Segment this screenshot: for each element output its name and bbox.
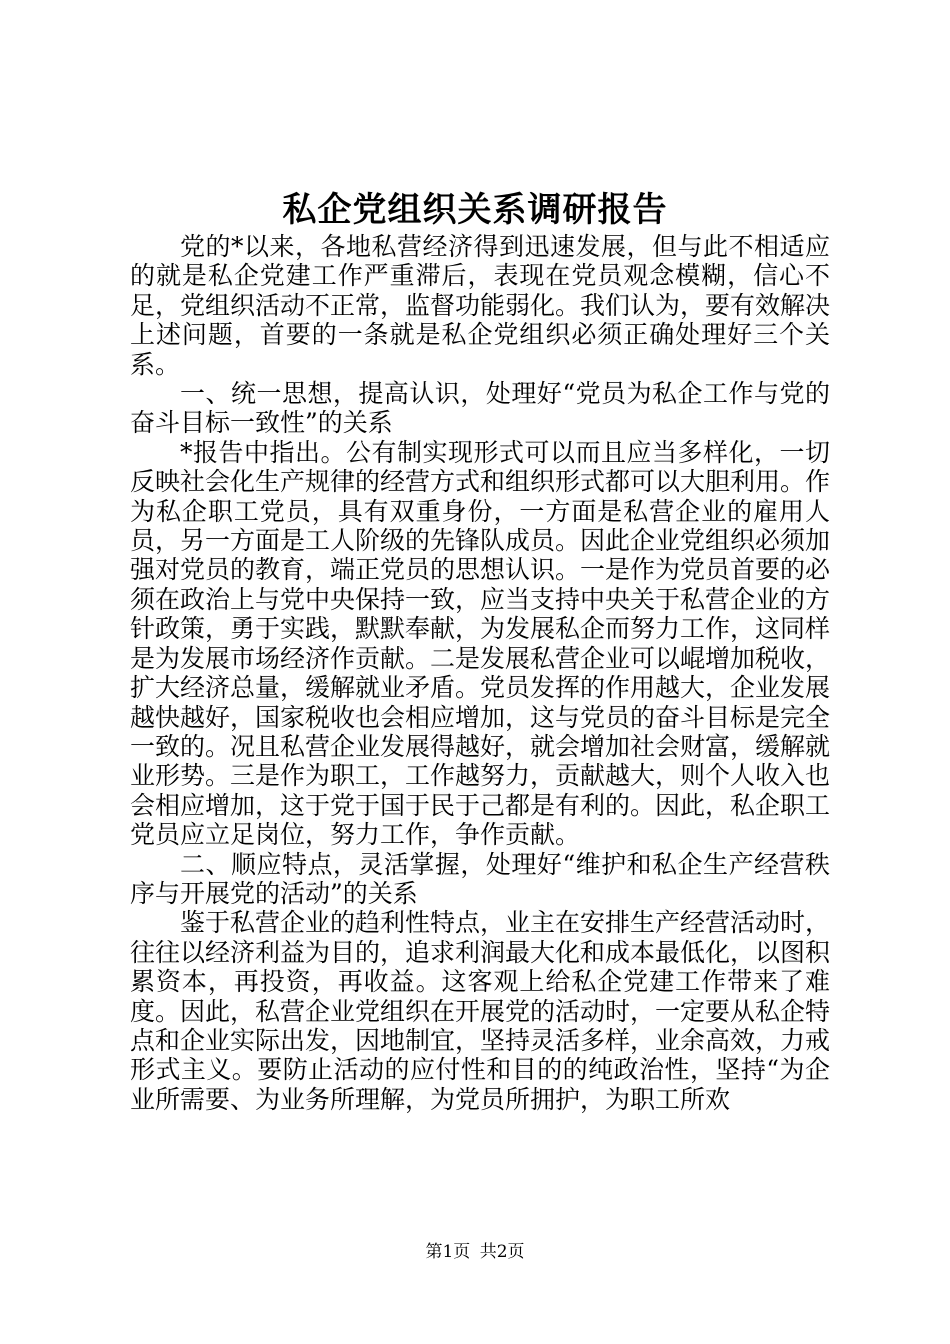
section-heading-2: 二、顺应特点，灵活掌握，处理好“维护和私企生产经营秩序与开展党的活动”的关系 <box>130 849 830 908</box>
paragraph-intro: 党的*以来，各地私营经济得到迅速发展，但与此不相适应的就是私企党建工作严重滞后，表现在党员观念模糊，信心不足，党组织活动不正常，监督功能弱化。我们认为，要有效解决上述问题，首要的一条就是私企党组织必须正确处理好三个关系。 <box>130 232 831 379</box>
paragraph-section-2: 鉴于私营企业的趋利性特点，业主在安排生产经营活动时，往往以经济利益为目的，追求利润最大化和成本最低化，以图积累资本，再投资，再收益。这客观上给私企党建工作带来了难度。因此，私营企业党组织在开展党的活动时，一定要从私企特点和企业实际出发，因地制宜，坚持灵活多样，业余高效，力戒形式主义。要防止活动的应付性和目的的纯政治性，坚持“为企业所需要、为业务所理解，为党员所拥护，为职工所欢 <box>130 908 831 1114</box>
page-total: 共2页 <box>479 1242 525 1262</box>
page-footer <box>0 1240 950 1264</box>
section-heading-1: 一、统一思想，提高认识，处理好“党员为私企工作与党的奋斗目标一致性”的关系 <box>130 379 830 438</box>
paragraph-section-1: *报告中指出。公有制实现形式可以而且应当多样化，一切反映社会化生产规律的经营方式和组织形式都可以大胆利用。作为私企职工党员，具有双重身份，一方面是私营企业的雇用人员，另一方面是工人阶级的先锋队成员。因此企业党组织必须加强对党员的教育，端正党员的思想认识。一是作为党员首要的必须在政治上与党中央保持一致，应当支持中央关于私营企业的方针政策，勇于实践，默默奉献，为发展私企而努力工作，这同样是为发展市场经济作贡献。二是发展私营企业可以崐增加税收，扩大经济总量，缓解就业矛盾。党员发挥的作用越大，企业发展越快越好，国家税收也会相应增加，这与党员的奋斗目标是完全一致的。况且私营企业发展得越好，就会增加社会财富，缓解就业形势。三是作为职工，工作越努力，贡献越大，则个人收入也会相应增加，这于党于国于民于己都是有利的。因此，私企职工党员应立足岗位，努力工作，争作贡献。 <box>130 437 831 850</box>
page-number: 第1页 <box>425 1242 471 1262</box>
document-body <box>130 232 830 1114</box>
document-title: 私企党组织关系调研报告 <box>282 190 668 230</box>
